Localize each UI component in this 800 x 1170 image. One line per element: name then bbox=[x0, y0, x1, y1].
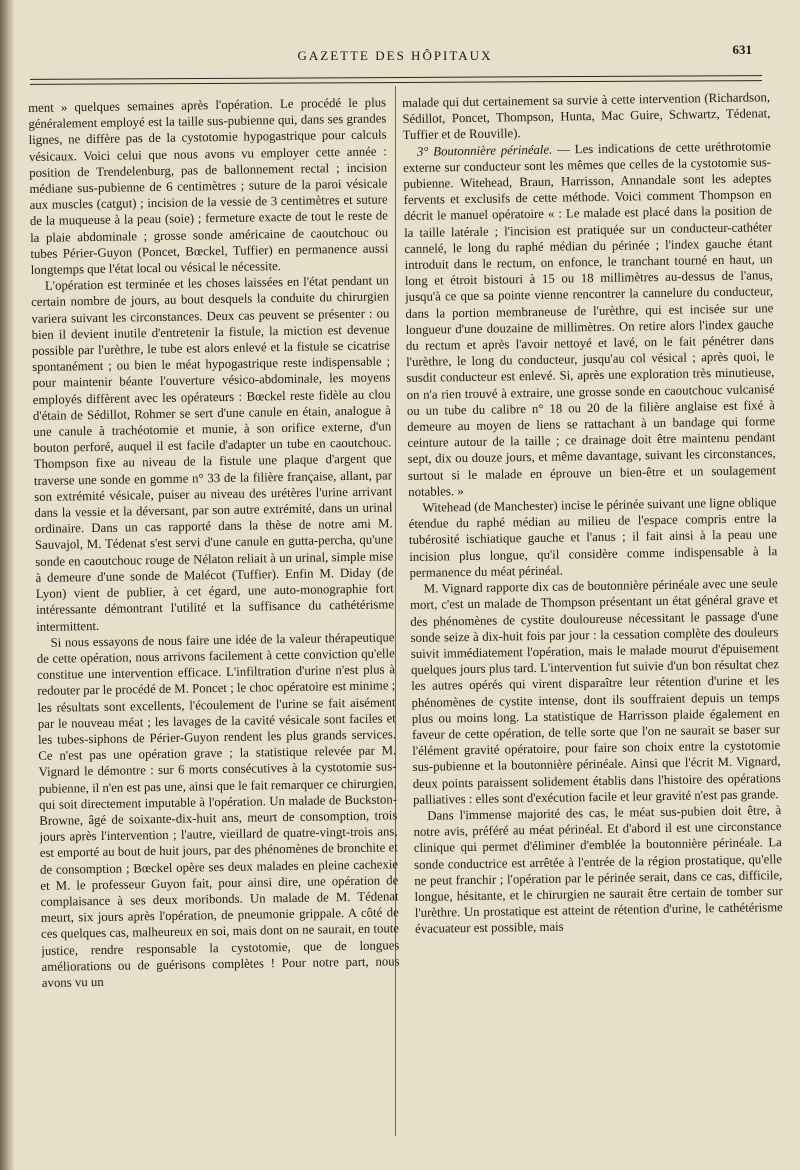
page-header bbox=[30, 38, 760, 68]
header-rule-thin bbox=[30, 80, 762, 85]
header-rule bbox=[30, 75, 762, 80]
left-column bbox=[28, 94, 403, 1154]
paragraph bbox=[403, 138, 777, 500]
paragraph: ment » quelques semaines après l'opération. Le procédé le plus généralement employé est la taille sus-pubienne qui, dans ses grandes lignes, ne diffère pas de la cystotomie hypogastrique pour calculs vésicaux. Voici celui que nous avons vu employer cette année : position de Trendelenburg, pas de ballonnement rectal ; incision médiane sus-pubienne de 6 centimètres ; suture de la paroi vésicale aux muscles (catgut) ; incision de la vessie de 3 centimètres et suture de la muqueuse à la peau (soie) ; fermeture exacte de tout le reste de la plaie abdominale ; grosse sonde américaine de caoutchouc ou tubes Périer-Guyon (Poncet, Bœckel, Tuffier) en permanence aussi longtemps que l'état local ou vésical le nécessite. bbox=[28, 95, 389, 278]
running-title: GAZETTE DES HÔPITAUX bbox=[297, 48, 493, 63]
section-text: — Les indications de cette uréthrotomie externe sur conducteur sont les mêmes que celles de la cystotomie sus-pubienne. Witehead, Braun, Harrisson, Annandale sont les adeptes fervents et exclusifs de cette méthode. Voici comment Thompson en décrit le manuel opératoire « : Le malade est placé dans la position de la taille latérale ; l'incision est pratiquée sur un conducteur-cathéter cannelé, le long du raphé médian du périnée ; l'index gauche étant introduit dans le rectum, on enfonce, le tranchant tourné en haut, un long et étroit bistouri à 15 ou 18 millimètres au-dessus de l'anus, jusqu'à ce que sa pointe vienne rencontrer la cannelure du conducteur, dans la portion membraneuse de l'urèthre, qui est incisée sur une longueur d'une douzaine de millimètres. On retire alors l'index gauche du rectum et après l'avoir nettoyé et lavé, on le fait pénétrer dans l'urèthre, le long du conducteur, jusqu'au col vésical ; après quoi, le susdit conducteur est enlevé. Si, après une exploration très minutieuse, on n'a rien trouvé à extraire, une grosse sonde en caoutchouc vulcanisé ou un tube du calibre n° 18 ou 20 de la filière anglaise est fixé à demeure au moyen de liens se rattachant à un bandage qui forme ceinture autour de la taille ; ce drainage doit être maintenu pendant sept, dix ou douze jours, et même davantage, suivant les circonstances, surtout si le malade en éprouve un bien-être et un soulagement notables. » bbox=[403, 138, 777, 499]
paragraph: L'opération est terminée et les choses laissées en l'état pendant un certain nombre de jours, au bout desquels la conduite du chirurgien variera suivant les circonstances. Deux cas peuvent se présenter : ou bien il devient inutile d'entretenir la fistule, la miction est devenue possible par l'urèthre, le tube est alors enlevé et la fistule se cicatrise spontanément ; ou bien le méat hypogastrique reste indispensable ; pour maintenir béante l'ouverture vésico-abdominale, les moyens employés diffèrent avec les opérateurs : Bœckel reste fidèle au clou d'étain de Sédillot, Rohmer se sert d'une canule en étain, analogue à une canule à trachéotomie et munie, à son orifice externe, d'un bouton perforé, auquel il est facile d'adapter un tube en caoutchouc. Thompson fixe au niveau de la fistule une plaque d'argent que traverse une sonde en gomme n° 33 de la filière française, allant, par son extrémité vésicale, puiser au niveau des urétères l'urine arrivant dans la vessie et la déversant, par son autre extrémité, dans un urinal ordinaire. Dans un cas rapporté dans la thèse de notre ami M. Sauvajol, M. Tédenat s'est servi d'une canule en gutta-percha, qu'une sonde en caoutchouc rouge de Nélaton reliait à un urinal, simple mise à demeure d'une sonde de Malécot (Tuffier). Enfin M. Diday (de Lyon) vient de publier, à cet égard, une auto-monographie fort intéressante démontrant l'utilité et la suffisance du cathétérisme intermittent. bbox=[31, 273, 395, 634]
paragraph: M. Vignard rapporte dix cas de boutonnière périnéale avec une seule mort, c'est un malade de Thompson présentant un état général grave et des phénomènes de cystite douloureuse nécessitant le passage d'une sonde seize à dix-huit fois par jour : la cessation complète des douleurs suivit immédiatement l'opération, mais le malade mourut d'épuisement quelques jours plus tard. L'intervention fut suivie d'un bon résultat chez les autres opérés qui virent disparaître leur rétention d'urine et les phénomènes de cystite intense, dont ils souffraient depuis un temps plus ou moins long. La statistique de Harrisson plaide également en faveur de cette opération, de telle sorte que l'on ne saurait se baser sur l'élément gravité opératoire, pour faire son choix entre la cystotomie sus-pubienne et la boutonnière périnéale. Ainsi que l'écrit M. Vignard, deux points paraissent solidement établis dans l'histoire des opérations palliatives : elles sont d'exécution facile et leur gravité n'est pas grande. bbox=[409, 576, 781, 807]
paragraph: Dans l'immense majorité des cas, le méat sus-pubien doit être, à notre avis, préféré au méat périnéal. Et d'abord il est une circonstance clinique qui permet d'éliminer d'emblée la boutonnière périnéale. La sonde conductrice est arrêtée à l'entrée de la région prostatique, qu'elle ne peut franchir ; l'opération par le périnée serait, dans ce cas, difficile, longue, hésitante, et le chirurgien ne saurait être certain de tomber sur l'urèthre. Un prostatique est atteint de rétention d'urine, le cathétérisme évacuateur est possible, mais bbox=[413, 803, 783, 937]
binding-gutter bbox=[0, 0, 14, 1170]
page-number: 631 bbox=[732, 42, 752, 57]
right-column bbox=[402, 89, 787, 1150]
paragraph: malade qui dut certainement sa survie à cette intervention (Richardson, Sédillot, Poncet, Thompson, Hunta, Mac Guire, Schwartz, Tédenat, Tuffier et de Rouville). bbox=[402, 90, 771, 143]
paragraph: Witehead (de Manchester) incise le périnée suivant une ligne oblique étendue du raphé médian au milieu de l'espace compris entre la tubérosité ischiatique gauche et l'anus ; il fait ainsi à la peau une incision plus longue, qu'il considère comme indispensable à la permanence du méat périnéal. bbox=[408, 495, 778, 580]
section-heading: 3° Boutonnière périnéale. bbox=[416, 142, 553, 159]
paragraph: Si nous essayons de nous faire une idée de la valeur thérapeutique de cette opération, nous arrivons facilement à cette conviction qu'elle constitue une intervention efficace. L'infiltration d'urine n'est plus à redouter par le procédé de M. Poncet ; le choc opératoire est minime ; les résultats sont excellents, l'écoulement de l'urine se fait aisément par le nouveau méat ; les lavages de la cavité vésicale sont faciles et les tubes-siphons de Périer-Guyon rendent les plus grands services. Ce n'est pas une opération grave ; la statistique relevée par M. Vignard le démontre : sur 6 morts consécutives à la cystotomie sus-pubienne, il n'en est pas une, ainsi que le fait remarquer ce chirurgien, qui soit directement imputable à l'opération. Un malade de Buckston-Browne, âgé de soixante-dix-huit ans, meurt de consomption, trois jours après l'intervention ; l'autre, vieillard de quatre-vingt-trois ans, est emporté au bout de huit jours, par des phénomènes de bronchite et de consomption ; Bœckel opère ses deux malades en pleine cachexie et M. le professeur Guyon fait, pour ainsi dire, une opération de complaisance à ses deux moribonds. Un malade de M. Tédenat meurt, six jours après l'opération, de pneumonie grippale. A côté de ces quelques cas, malheureux en soi, mais dont on ne saurait, en toute justice, rendre responsable la cystotomie, que de longues améliorations ou de guérisons complètes ! Pour notre part, nous avons vu un bbox=[36, 630, 400, 990]
